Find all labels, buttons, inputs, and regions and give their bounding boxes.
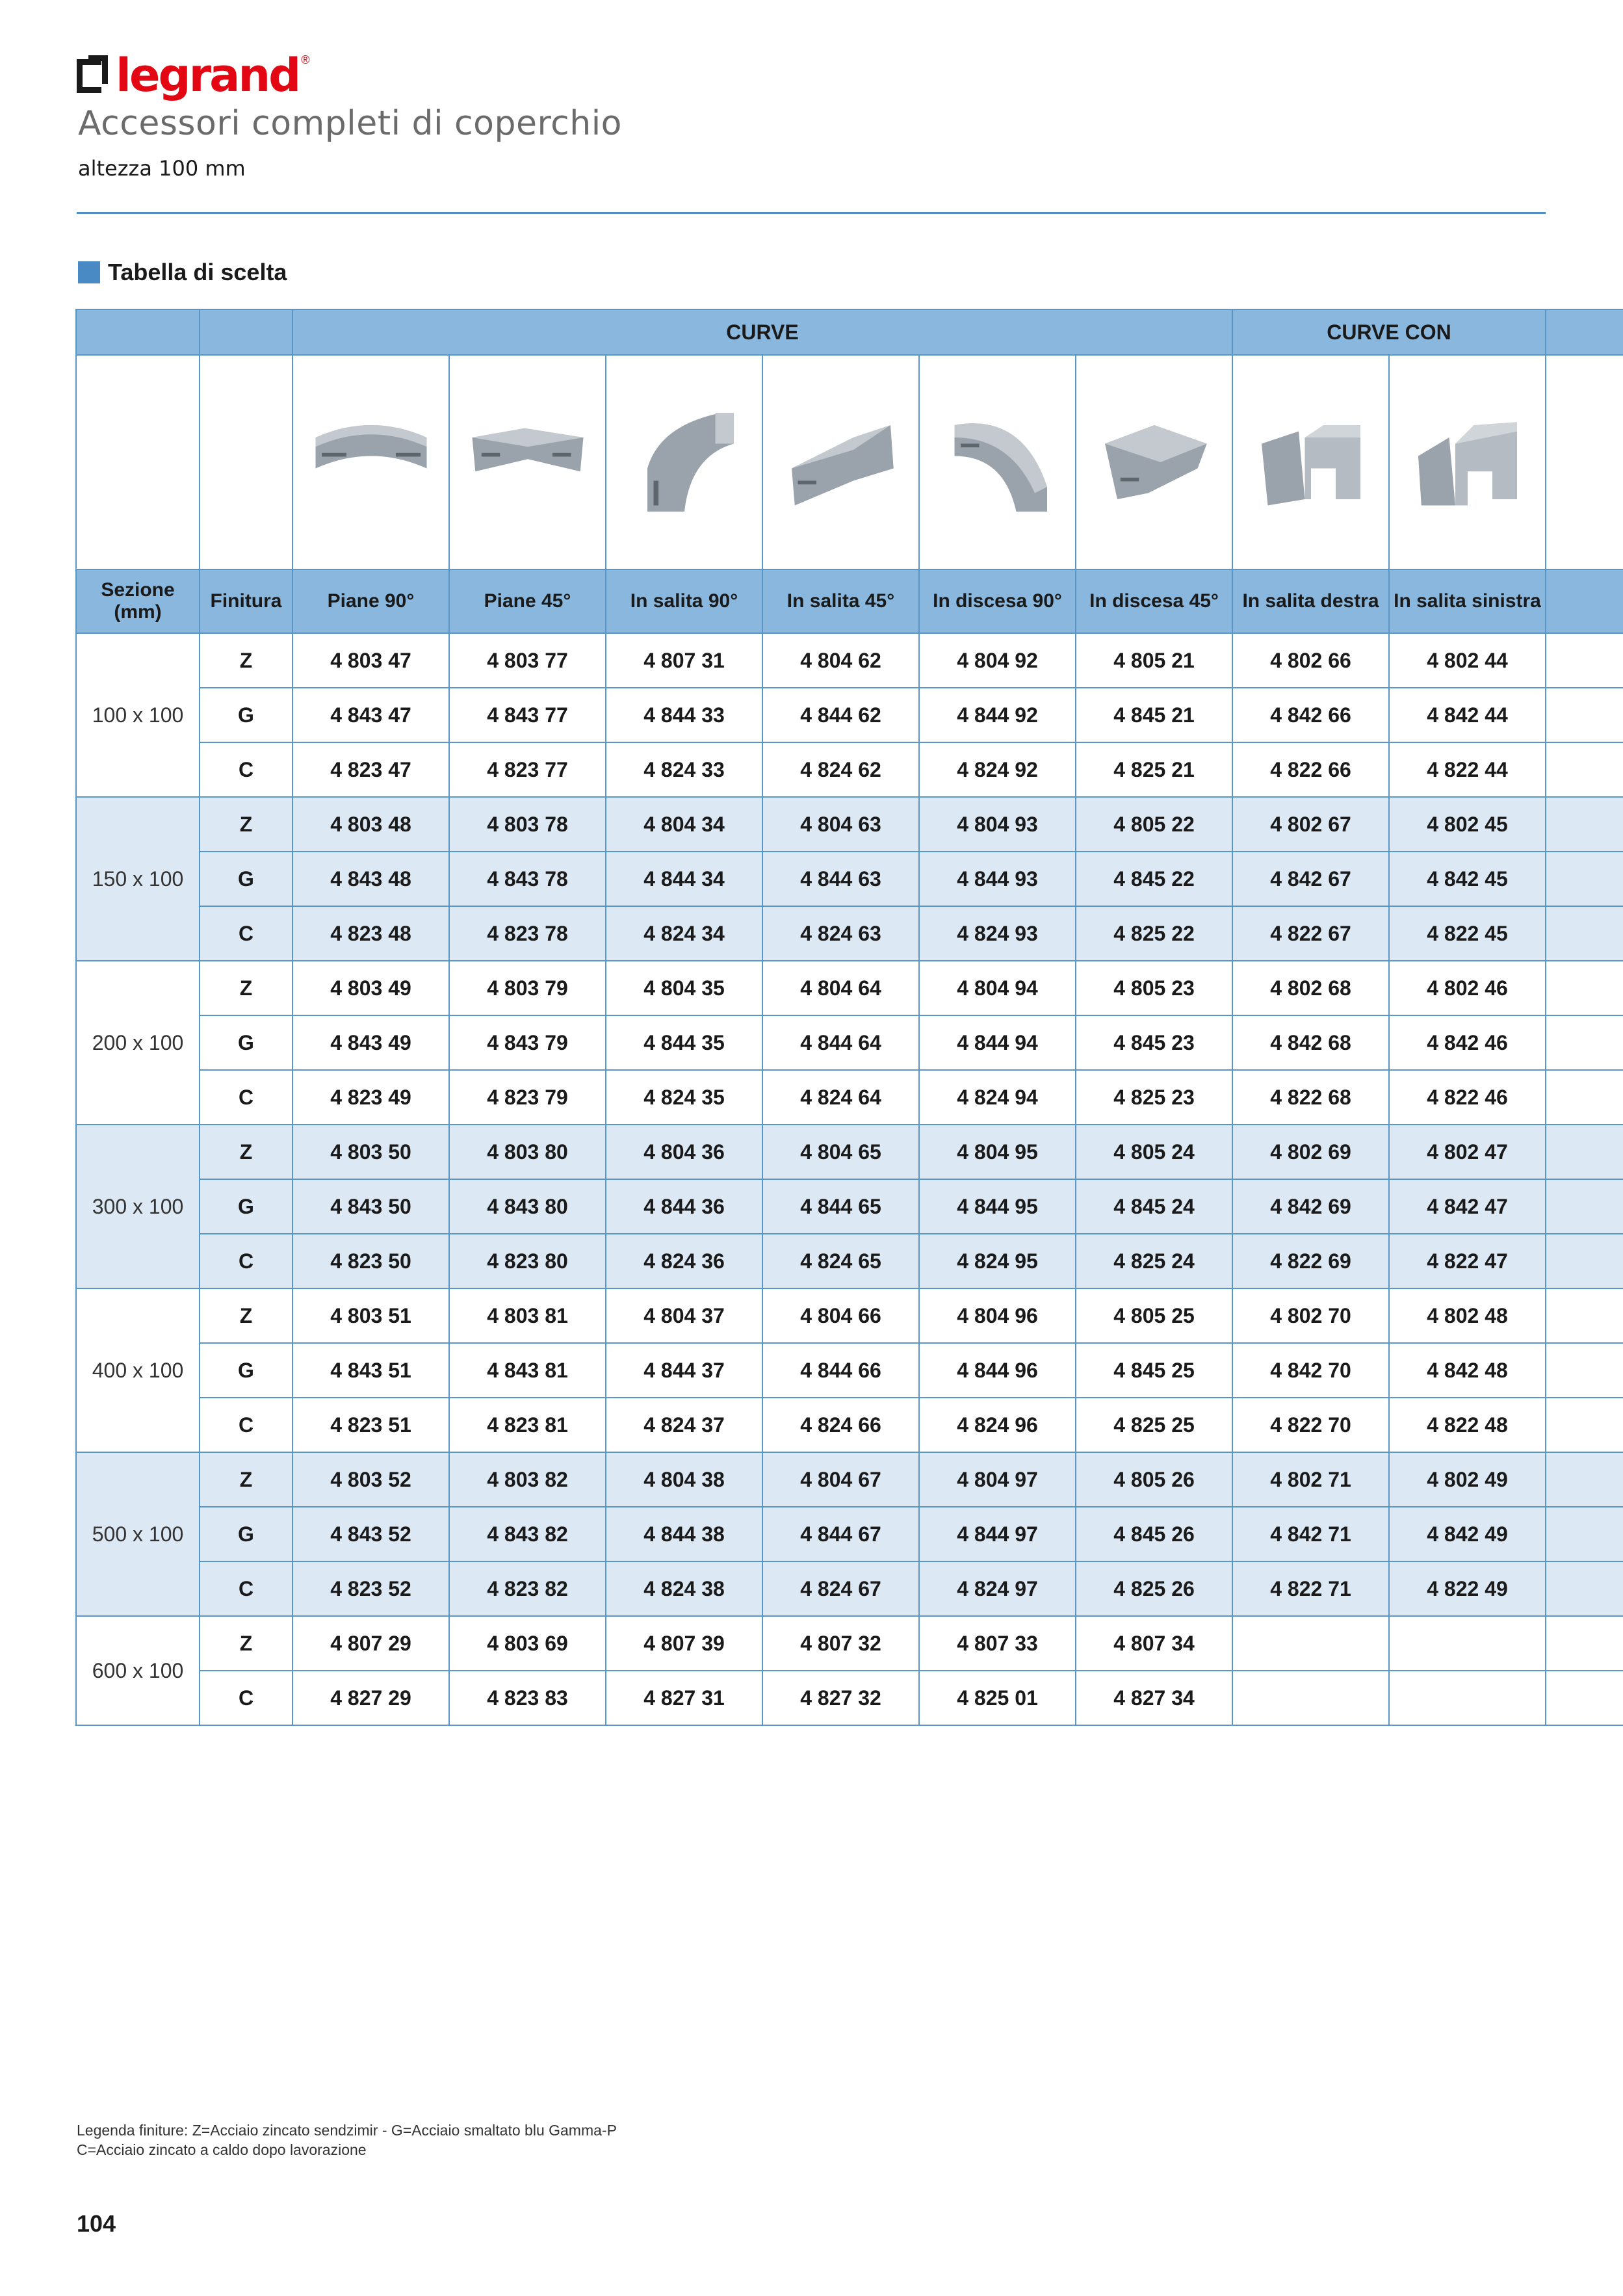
product-code-cell: 4 843 49 [292,1015,449,1070]
product-code-cell: 4 843 79 [449,1015,606,1070]
product-code-cell: 4 822 49 [1389,1561,1546,1616]
section-size-cell: 500 x 100 [76,1452,200,1616]
overflow-cell [1546,906,1623,961]
product-code-cell: 4 822 44 [1389,742,1546,797]
product-code-cell: 4 825 22 [1076,906,1232,961]
product-code-cell: 4 822 46 [1389,1070,1546,1125]
product-code-cell: 4 825 23 [1076,1070,1232,1125]
product-code-cell: 4 844 63 [762,852,919,906]
product-code-cell: 4 823 80 [449,1234,606,1288]
column-header-product: In salita destra [1232,569,1389,633]
finish-cell: Z [200,961,292,1015]
product-code-cell: 4 824 34 [606,906,762,961]
product-code-cell: 4 842 68 [1232,1015,1389,1070]
product-code-cell: 4 842 67 [1232,852,1389,906]
section-size-cell: 150 x 100 [76,797,200,961]
product-code-cell: 4 825 24 [1076,1234,1232,1288]
product-code-cell: 4 844 97 [919,1507,1076,1561]
finish-cell: G [200,852,292,906]
product-code-cell: 4 823 79 [449,1070,606,1125]
product-code-cell: 4 805 25 [1076,1288,1232,1343]
product-code-cell: 4 825 26 [1076,1561,1232,1616]
product-code-cell: 4 805 21 [1076,633,1232,688]
product-code-cell: 4 804 34 [606,797,762,852]
table-row [76,633,1623,688]
product-code-cell [1389,1616,1546,1671]
finish-cell: C [200,1398,292,1452]
overflow-cell [1546,1398,1623,1452]
product-code-cell: 4 844 67 [762,1507,919,1561]
overflow-cell [1546,1179,1623,1234]
descending-45-icon [1089,400,1219,524]
section-size-cell: 100 x 100 [76,633,200,797]
product-code-cell: 4 844 37 [606,1343,762,1398]
product-code-cell: 4 823 52 [292,1561,449,1616]
product-code-cell: 4 827 31 [606,1671,762,1725]
product-code-cell: 4 845 26 [1076,1507,1232,1561]
table-row [76,1070,1623,1125]
product-code-cell: 4 845 22 [1076,852,1232,906]
product-code-cell: 4 843 48 [292,852,449,906]
section-square-icon [78,261,100,283]
finish-cell: C [200,1671,292,1725]
section-size-cell: 200 x 100 [76,961,200,1125]
table-row [76,742,1623,797]
product-code-cell: 4 822 66 [1232,742,1389,797]
product-code-cell: 4 823 83 [449,1671,606,1725]
product-code-cell: 4 825 25 [1076,1398,1232,1452]
group-header-curve: CURVE [292,309,1232,355]
product-code-cell: 4 803 51 [292,1288,449,1343]
product-code-cell: 4 823 77 [449,742,606,797]
product-code-cell: 4 802 47 [1389,1125,1546,1179]
product-code-cell: 4 804 67 [762,1452,919,1507]
product-image-cell [606,355,762,569]
product-code-cell: 4 845 21 [1076,688,1232,742]
product-code-cell: 4 842 45 [1389,852,1546,906]
group-header-blank [76,309,200,355]
product-code-cell: 4 822 45 [1389,906,1546,961]
product-code-cell: 4 804 96 [919,1288,1076,1343]
product-code-cell: 4 823 50 [292,1234,449,1288]
product-image-cell [919,355,1076,569]
finish-cell: C [200,1070,292,1125]
product-code-cell: 4 843 80 [449,1179,606,1234]
image-row-blank [200,355,292,569]
product-image-cell [1389,355,1546,569]
table-row [76,1015,1623,1070]
table-row [76,1288,1623,1343]
product-code-cell: 4 803 50 [292,1125,449,1179]
product-code-cell: 4 804 93 [919,797,1076,852]
product-code-cell: 4 807 33 [919,1616,1076,1671]
product-code-cell: 4 802 48 [1389,1288,1546,1343]
finish-cell: C [200,1561,292,1616]
product-code-cell: 4 842 48 [1389,1343,1546,1398]
product-code-cell: 4 844 33 [606,688,762,742]
product-code-cell: 4 823 51 [292,1398,449,1452]
product-code-cell: 4 804 35 [606,961,762,1015]
overflow-cell [1546,1070,1623,1125]
product-code-cell: 4 843 47 [292,688,449,742]
product-code-cell: 4 823 47 [292,742,449,797]
product-code-cell: 4 802 66 [1232,633,1389,688]
product-code-cell: 4 802 46 [1389,961,1546,1015]
product-code-cell: 4 844 38 [606,1507,762,1561]
product-code-cell: 4 802 49 [1389,1452,1546,1507]
finish-cell: Z [200,1616,292,1671]
product-code-cell: 4 803 79 [449,961,606,1015]
product-code-cell: 4 802 44 [1389,633,1546,688]
product-code-cell: 4 824 97 [919,1561,1076,1616]
product-code-cell: 4 803 48 [292,797,449,852]
product-code-cell: 4 844 96 [919,1343,1076,1398]
selection-table-wrapper [75,309,1623,1726]
product-code-cell: 4 824 93 [919,906,1076,961]
finish-cell: Z [200,633,292,688]
product-code-cell: 4 824 95 [919,1234,1076,1288]
product-code-cell: 4 842 70 [1232,1343,1389,1398]
product-code-cell: 4 804 97 [919,1452,1076,1507]
overflow-cell [1546,852,1623,906]
product-code-cell: 4 824 96 [919,1398,1076,1452]
product-code-cell: 4 843 78 [449,852,606,906]
table-row [76,1234,1623,1288]
product-code-cell: 4 845 25 [1076,1343,1232,1398]
finish-cell: Z [200,1125,292,1179]
section-heading [78,259,287,286]
column-header-finitura: Finitura [200,569,292,633]
legrand-logo-mark-icon [77,55,109,96]
product-code-cell: 4 807 39 [606,1616,762,1671]
group-header-curve-con: CURVE CON [1232,309,1546,355]
product-code-cell: 4 803 81 [449,1288,606,1343]
product-code-cell: 4 803 52 [292,1452,449,1507]
riser-90-icon [619,400,749,524]
page-number: 104 [77,2210,116,2237]
finish-cell: Z [200,797,292,852]
product-code-cell: 4 824 62 [762,742,919,797]
product-code-cell: 4 843 82 [449,1507,606,1561]
table-row [76,852,1623,906]
product-code-cell: 4 802 69 [1232,1125,1389,1179]
product-code-cell: 4 802 70 [1232,1288,1389,1343]
product-image-cell [762,355,919,569]
product-code-cell: 4 843 52 [292,1507,449,1561]
product-code-cell: 4 842 69 [1232,1179,1389,1234]
overflow-cell [1546,797,1623,852]
product-code-cell: 4 824 36 [606,1234,762,1288]
product-code-cell: 4 824 92 [919,742,1076,797]
product-code-cell: 4 827 29 [292,1671,449,1725]
product-code-cell: 4 805 22 [1076,797,1232,852]
product-code-cell: 4 824 35 [606,1070,762,1125]
column-header-product: In salita 90° [606,569,762,633]
product-code-cell: 4 804 62 [762,633,919,688]
legend-line-2: C=Acciaio zincato a caldo dopo lavorazione [77,2141,367,2158]
table-row [76,1671,1623,1725]
product-code-cell [1232,1671,1389,1725]
product-code-cell: 4 824 37 [606,1398,762,1452]
product-code-cell: 4 804 63 [762,797,919,852]
product-code-cell: 4 822 70 [1232,1398,1389,1452]
product-code-cell: 4 803 77 [449,633,606,688]
product-code-cell: 4 804 64 [762,961,919,1015]
overflow-cell [1546,742,1623,797]
page-subtitle: altezza 100 mm [78,156,246,181]
product-code-cell: 4 822 68 [1232,1070,1389,1125]
column-header-overflow [1546,569,1623,633]
riser-right-icon [1246,400,1376,524]
product-code-cell: 4 844 93 [919,852,1076,906]
product-code-cell: 4 844 94 [919,1015,1076,1070]
descending-90-icon [933,400,1063,524]
product-code-cell: 4 827 32 [762,1671,919,1725]
product-code-cell: 4 807 31 [606,633,762,688]
product-code-cell: 4 804 95 [919,1125,1076,1179]
product-code-cell: 4 824 64 [762,1070,919,1125]
product-code-cell: 4 804 36 [606,1125,762,1179]
table-row [76,1179,1623,1234]
column-header-product: In salita sinistra [1389,569,1546,633]
table-row [76,1561,1623,1616]
product-code-cell [1232,1616,1389,1671]
flat-bend-90-icon [306,400,436,524]
overflow-cell [1546,1452,1623,1507]
product-code-cell: 4 844 95 [919,1179,1076,1234]
group-header-overflow [1546,309,1623,355]
product-code-cell: 4 827 34 [1076,1671,1232,1725]
table-row [76,688,1623,742]
column-header-product: Piane 45° [449,569,606,633]
product-code-cell: 4 802 71 [1232,1452,1389,1507]
legrand-logo [77,51,310,100]
registered-mark: ® [301,53,310,66]
column-header-product: Piane 90° [292,569,449,633]
overflow-cell [1546,1616,1623,1671]
image-row-blank [76,355,200,569]
overflow-cell [1546,1671,1623,1725]
product-code-cell: 4 805 24 [1076,1125,1232,1179]
section-size-cell: 400 x 100 [76,1288,200,1452]
finish-cell: C [200,1234,292,1288]
product-code-cell: 4 843 81 [449,1343,606,1398]
product-code-cell: 4 805 26 [1076,1452,1232,1507]
overflow-cell [1546,1234,1623,1288]
column-header-product: In discesa 90° [919,569,1076,633]
product-code-cell: 4 804 65 [762,1125,919,1179]
product-code-cell: 4 844 66 [762,1343,919,1398]
finish-cell: C [200,742,292,797]
flat-bend-45-icon [463,400,593,524]
finish-cell: G [200,1179,292,1234]
overflow-cell [1546,1343,1623,1398]
product-code-cell: 4 802 68 [1232,961,1389,1015]
product-code-cell: 4 842 49 [1389,1507,1546,1561]
finish-cell: G [200,1343,292,1398]
product-code-cell: 4 803 82 [449,1452,606,1507]
product-code-cell: 4 844 64 [762,1015,919,1070]
product-code-cell: 4 842 66 [1232,688,1389,742]
product-code-cell: 4 843 51 [292,1343,449,1398]
product-code-cell: 4 804 94 [919,961,1076,1015]
section-title: Tabella di scelta [108,259,287,285]
group-header-blank [200,309,292,355]
product-code-cell: 4 825 21 [1076,742,1232,797]
column-header-product: In salita 45° [762,569,919,633]
riser-left-icon [1403,400,1533,524]
table-row [76,906,1623,961]
finish-legend [77,2120,617,2159]
selection-table [75,309,1623,1726]
product-code-cell: 4 825 01 [919,1671,1076,1725]
table-row [76,1507,1623,1561]
product-image-cell [1232,355,1389,569]
table-row [76,1343,1623,1398]
column-header-product: In discesa 45° [1076,569,1232,633]
product-code-cell: 4 824 63 [762,906,919,961]
product-image-cell [292,355,449,569]
product-code-cell: 4 807 34 [1076,1616,1232,1671]
product-code-cell: 4 845 23 [1076,1015,1232,1070]
product-image-cell [1076,355,1232,569]
product-code-cell: 4 803 49 [292,961,449,1015]
product-code-cell: 4 824 66 [762,1398,919,1452]
product-code-cell: 4 807 29 [292,1616,449,1671]
product-code-cell: 4 843 50 [292,1179,449,1234]
product-code-cell: 4 803 80 [449,1125,606,1179]
product-code-cell: 4 804 37 [606,1288,762,1343]
product-code-cell: 4 844 92 [919,688,1076,742]
finish-cell: G [200,1015,292,1070]
finish-cell: C [200,906,292,961]
product-code-cell: 4 823 81 [449,1398,606,1452]
product-code-cell: 4 822 48 [1389,1398,1546,1452]
finish-cell: Z [200,1452,292,1507]
table-row [76,1125,1623,1179]
column-header-row [76,569,1623,633]
product-code-cell: 4 823 48 [292,906,449,961]
product-code-cell: 4 804 66 [762,1288,919,1343]
product-code-cell: 4 803 47 [292,633,449,688]
finish-cell: Z [200,1288,292,1343]
column-header-sezione: Sezione (mm) [76,569,200,633]
product-code-cell [1389,1671,1546,1725]
product-image-row [76,355,1623,569]
overflow-cell [1546,688,1623,742]
group-header-row [76,309,1623,355]
product-code-cell: 4 802 67 [1232,797,1389,852]
product-code-cell: 4 822 69 [1232,1234,1389,1288]
overflow-cell [1546,1015,1623,1070]
product-code-cell: 4 823 82 [449,1561,606,1616]
product-code-cell: 4 803 78 [449,797,606,852]
product-code-cell: 4 804 92 [919,633,1076,688]
overflow-cell [1546,1288,1623,1343]
product-code-cell: 4 843 77 [449,688,606,742]
table-row [76,1398,1623,1452]
product-image-cell [449,355,606,569]
product-code-cell: 4 842 71 [1232,1507,1389,1561]
product-code-cell: 4 824 38 [606,1561,762,1616]
product-code-cell: 4 842 46 [1389,1015,1546,1070]
product-code-cell: 4 844 36 [606,1179,762,1234]
legend-line-1: Legenda finiture: Z=Acciaio zincato sendzimir - G=Acciaio smaltato blu Gamma-P [77,2122,617,2139]
product-code-cell: 4 842 47 [1389,1179,1546,1234]
brand-name: legrand [116,49,300,102]
page-title: Accessori completi di coperchio [78,104,622,143]
product-code-cell: 4 803 69 [449,1616,606,1671]
product-code-cell: 4 805 23 [1076,961,1232,1015]
overflow-cell [1546,1507,1623,1561]
image-row-overflow [1546,355,1623,569]
section-size-cell: 600 x 100 [76,1616,200,1725]
riser-45-icon [776,400,906,524]
product-code-cell: 4 844 65 [762,1179,919,1234]
product-code-cell: 4 844 62 [762,688,919,742]
product-code-cell: 4 824 67 [762,1561,919,1616]
overflow-cell [1546,633,1623,688]
product-code-cell: 4 822 71 [1232,1561,1389,1616]
product-code-cell: 4 822 67 [1232,906,1389,961]
section-size-cell: 300 x 100 [76,1125,200,1288]
product-code-cell: 4 845 24 [1076,1179,1232,1234]
product-code-cell: 4 824 94 [919,1070,1076,1125]
table-row [76,1452,1623,1507]
title-divider [77,212,1546,214]
overflow-cell [1546,961,1623,1015]
overflow-cell [1546,1125,1623,1179]
product-code-cell: 4 802 45 [1389,797,1546,852]
product-code-cell: 4 844 34 [606,852,762,906]
table-row [76,1616,1623,1671]
product-code-cell: 4 804 38 [606,1452,762,1507]
product-code-cell: 4 844 35 [606,1015,762,1070]
table-row [76,797,1623,852]
overflow-cell [1546,1561,1623,1616]
table-row [76,961,1623,1015]
product-code-cell: 4 824 65 [762,1234,919,1288]
product-code-cell: 4 823 49 [292,1070,449,1125]
product-code-cell: 4 822 47 [1389,1234,1546,1288]
product-code-cell: 4 842 44 [1389,688,1546,742]
product-code-cell: 4 807 32 [762,1616,919,1671]
product-code-cell: 4 823 78 [449,906,606,961]
product-code-cell: 4 824 33 [606,742,762,797]
finish-cell: G [200,688,292,742]
finish-cell: G [200,1507,292,1561]
